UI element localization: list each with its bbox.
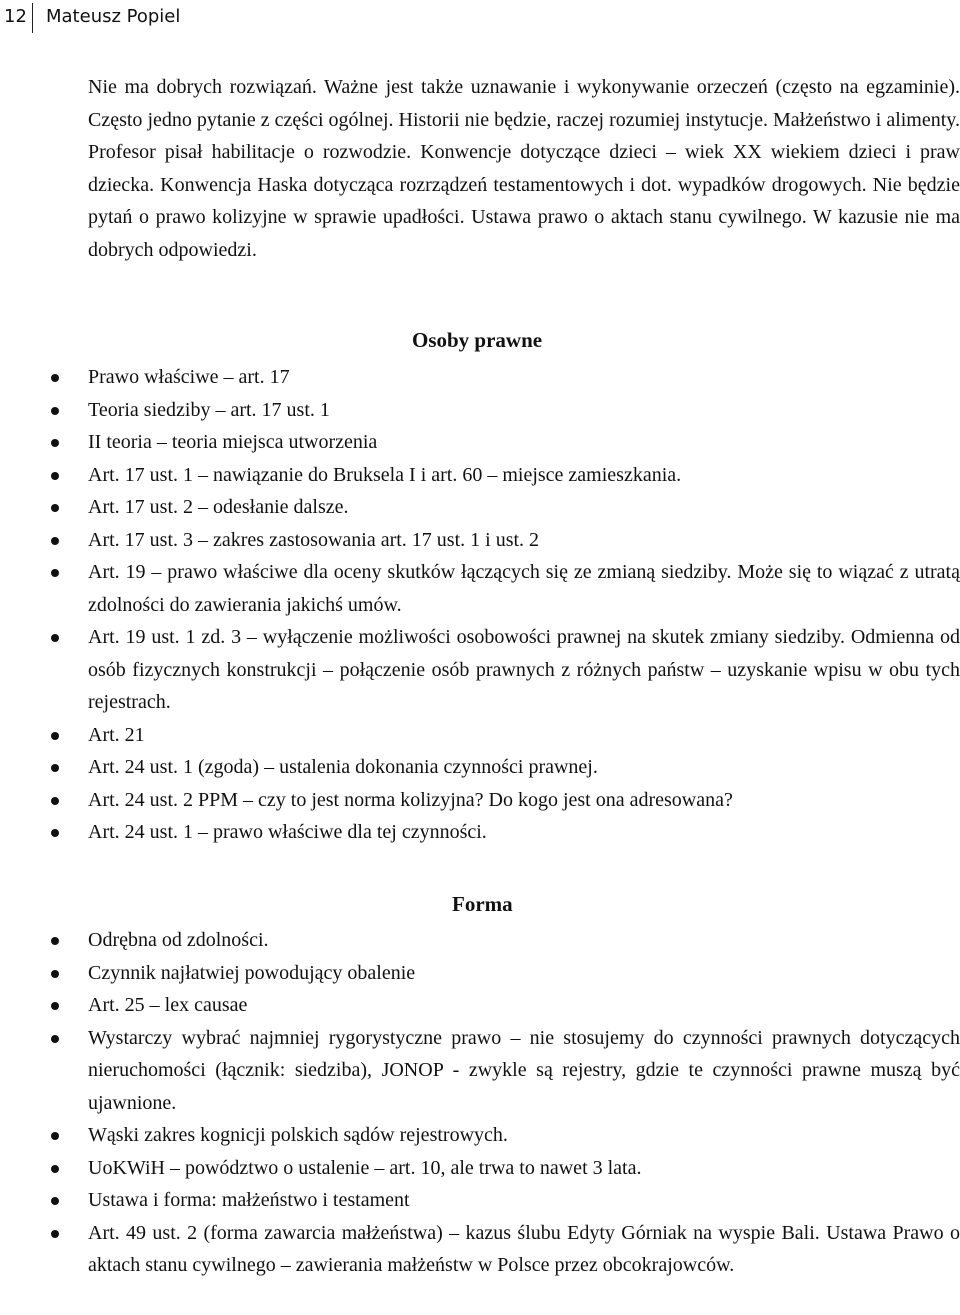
list-item: Art. 25 – lex causae [0,989,960,1022]
bullet-icon [51,1230,59,1238]
list-item: Art. 21 [0,719,960,752]
author-name: Mateusz Popiel [46,6,181,27]
bullet-icon [51,1002,59,1010]
list-item: Odrębna od zdolności. [0,924,960,957]
list-item: Wąski zakres kognicji polskich sądów rejestrowych. [0,1119,960,1152]
list-item: Art. 24 ust. 1 – prawo właściwe dla tej czynności. [0,816,960,849]
section-heading-osoby-prawne: Osoby prawne [412,328,543,352]
bullet-icon [51,937,59,945]
bullet-icon [51,1165,59,1173]
intro-paragraph: Nie ma dobrych rozwiązań. Ważne jest także uznawanie i wykonywanie orzeczeń (często na egzaminie). Często jedno pytanie z części ogólnej. Historii nie będzie, raczej rozumiej instytucje. Małżeństwo i alimenty. Profesor pisał habilitacje o rozwodzie. Konwencje dotyczące dzieci – wiek XX wiekiem dzieci i praw dziecka. Konwencja Haska dotycząca rozrządzeń testamentowych i dot. wypadków drogowych. Nie będzie pytań o prawo kolizyjne w sprawie upadłości. Ustawa prawo o aktach stanu cywilnego. W kazusie nie ma dobrych odpowiedzi. [88,76,960,261]
page-header [0,0,960,36]
page-number: 12 [4,6,27,27]
bullet-icon [51,472,59,480]
list-item: Teoria siedziby – art. 17 ust. 1 [0,394,960,427]
bullet-icon [51,1132,59,1140]
bullet-icon [51,829,59,837]
list-item: Czynnik najłatwiej powodujący obalenie [0,957,960,990]
list-item: Ustawa i forma: małżeństwo i testament [0,1184,960,1217]
list-item: Art. 17 ust. 2 – odesłanie dalsze. [0,491,960,524]
bullet-icon [51,970,59,978]
list-item: Art. 19 ust. 1 zd. 3 – wyłączenie możliwości osobowości prawnej na skutek zmiany siedziby. Odmienna od osób fizycznych konstrukcji – połączenie osób prawnych z różnych państw – uzyskanie wpisu w obu tych rejestrach. [0,621,960,719]
list-item: Art. 19 – prawo właściwe dla oceny skutków łączących się ze zmianą siedziby. Może się to wiązać z utratą zdolności do zawierania jakichś umów. [0,556,960,621]
header-divider [32,3,33,33]
bullet-icon [51,374,59,382]
list-item: Art. 24 ust. 2 PPM – czy to jest norma kolizyjna? Do kogo jest ona adresowana? [0,784,960,817]
forma-list [0,924,960,1282]
list-item: Art. 17 ust. 1 – nawiązanie do Bruksela I i art. 60 – miejsce zamieszkania. [0,459,960,492]
osoby-prawne-list [0,361,960,849]
list-item: Prawo właściwe – art. 17 [0,361,960,394]
list-item: UoKWiH – powództwo o ustalenie – art. 10, ale trwa to nawet 3 lata. [0,1152,960,1185]
bullet-icon [51,439,59,447]
list-item: II teoria – teoria miejsca utworzenia [0,426,960,459]
list-item: Art. 24 ust. 1 (zgoda) – ustalenia dokonania czynności prawnej. [0,751,960,784]
list-item: Art. 17 ust. 3 – zakres zastosowania art. 17 ust. 1 i ust. 2 [0,524,960,557]
list-item: Art. 49 ust. 2 (forma zawarcia małżeństwa) – kazus ślubu Edyty Górniak na wyspie Bali. Ustawa Prawo o aktach stanu cywilnego – zawierania małżeństw w Polsce przez obcokrajowców. [0,1217,960,1282]
bullet-icon [51,537,59,545]
bullet-icon [51,797,59,805]
bullet-icon [51,1035,59,1043]
bullet-icon [51,407,59,415]
bullet-icon [51,1197,59,1205]
bullet-icon [51,764,59,772]
bullet-icon [51,732,59,740]
section-heading-forma: Forma [452,892,513,916]
bullet-icon [51,634,59,642]
list-item: Wystarczy wybrać najmniej rygorystyczne prawo – nie stosujemy do czynności prawnych dotyczących nieruchomości (łącznik: siedziba), JONOP - zwykle są rejestry, gdzie te czynności prawne muszą być ujawnione. [0,1022,960,1120]
bullet-icon [51,569,59,577]
bullet-icon [51,504,59,512]
